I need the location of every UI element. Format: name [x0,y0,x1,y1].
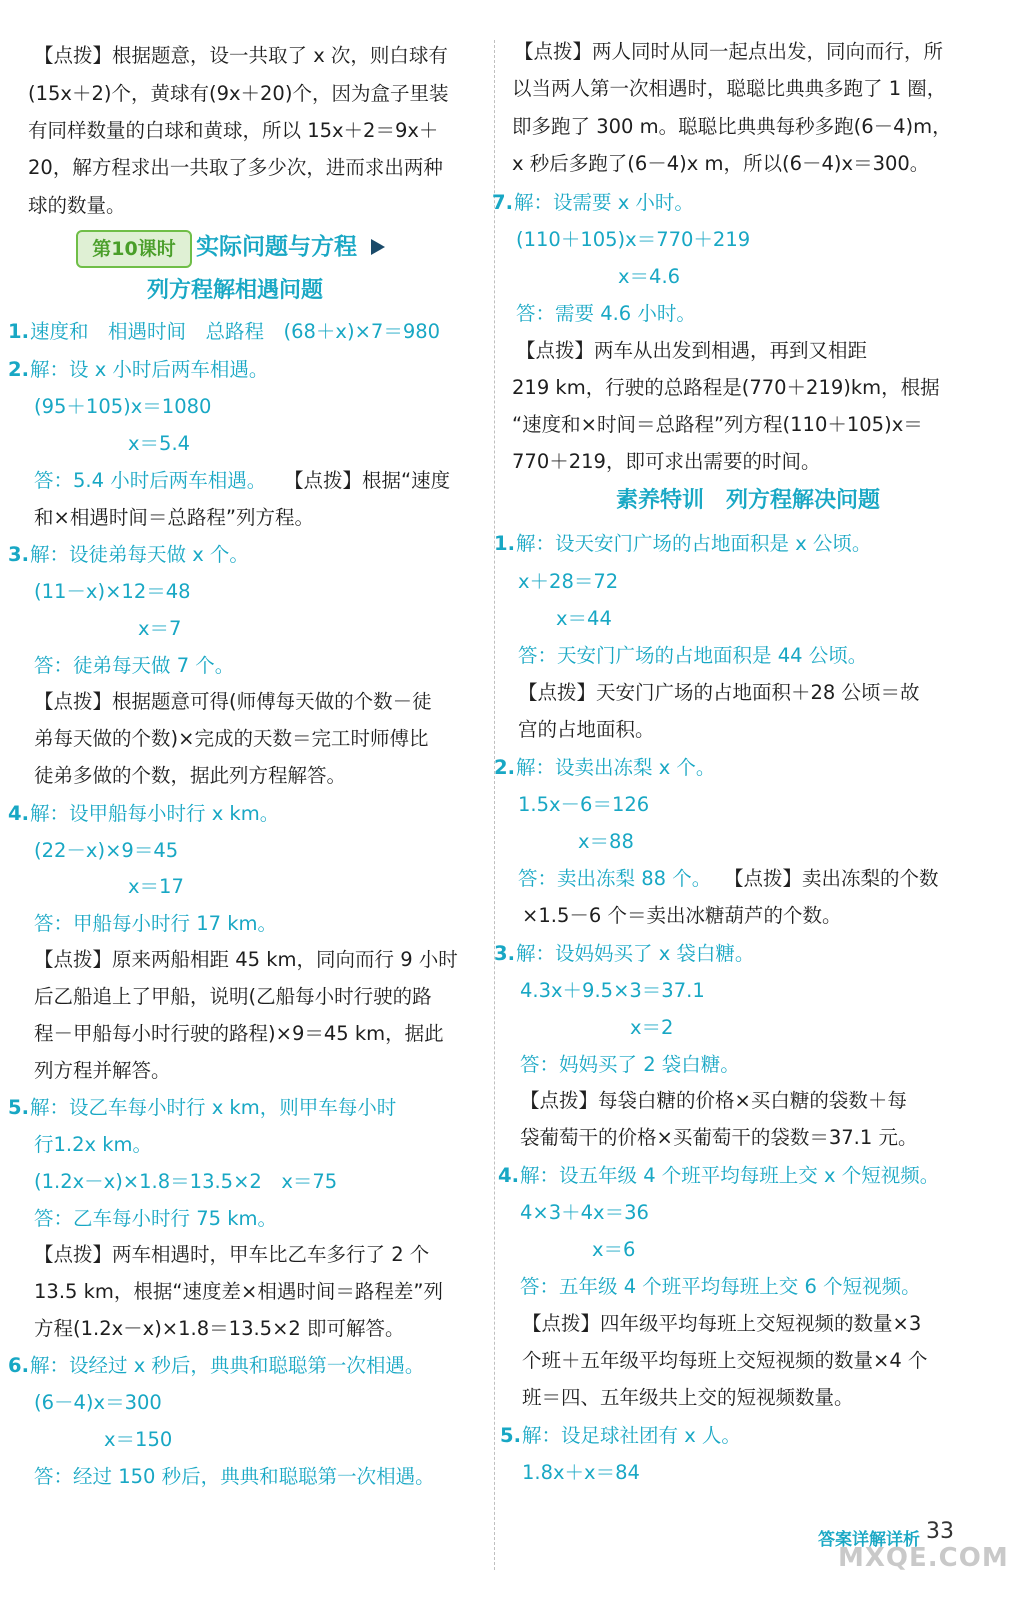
tip-line: 219 km，行驶的总路程是(770＋219)km，根据 [512,376,940,399]
equation-line: x＝2 [630,1016,674,1039]
solution-line: 解：设五年级 4 个班平均每班上交 x 个短视频。 [520,1164,940,1187]
equation-line: (95＋105)x＝1080 [34,395,212,418]
answer-line: 答：天安门广场的占地面积是 44 公顷。 [518,644,868,667]
tip-line: 个班＋五年级平均每班上交短视频的数量×4 个 [522,1349,928,1372]
tip-line: x 秒后多跑了(6－4)x m，所以(6－4)x＝300。 [512,152,930,175]
question-number: 1. [494,532,515,555]
tip-line: 【点拨】每袋白糖的价格×买白糖的袋数＋每 [520,1089,907,1112]
question-number: 7. [492,191,513,214]
equation-line: 4.3x＋9.5×3＝37.1 [520,979,705,1002]
question-number: 5. [500,1424,521,1447]
solution-line: 解：设卖出冻梨 x 个。 [516,756,716,779]
column-divider [494,40,495,1570]
tip-line: 【点拨】两车相遇时，甲车比乙车多行了 2 个 [34,1243,430,1266]
answer-line: 答：徒弟每天做 7 个。 [34,654,235,677]
solution-line: 解：设 x 小时后两车相遇。 [30,358,269,381]
question-number: 5. [8,1096,29,1119]
solution-line: 解：设乙车每小时行 x km，则甲车每小时 [30,1096,397,1119]
tip-line: 【点拨】原来两船相距 45 km，同向而行 9 小时 [34,948,458,971]
tip-line: 后乙船追上了甲船，说明(乙船每小时行驶的路 [34,985,432,1008]
intro-tip-line: 有同样数量的白球和黄球，所以 15x＋2＝9x＋ [28,119,439,142]
intro-tip-line: (15x＋2)个，黄球有(9x＋20)个，因为盒子里装 [28,82,449,105]
question-number: 2. [8,358,29,381]
equation-line: x＝150 [104,1428,173,1451]
equation-line: x＝17 [128,875,184,898]
tip-line: 和×相遇时间＝总路程”列方程。 [34,506,314,529]
equation-line: x＝6 [592,1238,636,1261]
page-number: 33 [926,1519,954,1544]
question-number: 4. [8,802,29,825]
answer-line: 答：需要 4.6 小时。 [516,302,696,325]
intro-tip-line: 20，解方程求出一共取了多少次，进而求出两种 [28,156,443,179]
equation-line: (1.2x－x)×1.8＝13.5×2 x＝75 [34,1170,338,1193]
answer-line: 答：妈妈买了 2 袋白糖。 [520,1053,740,1076]
tip-line: 【点拨】两人同时从同一起点出发，同向而行，所 [514,40,944,63]
answer-line: 速度和 相遇时间 总路程 (68＋x)×7＝980 [30,320,441,343]
solution-line: 解：设妈妈买了 x 袋白糖。 [516,942,755,965]
equation-line: (110＋105)x＝770＋219 [516,228,751,251]
answer-line: 答：经过 150 秒后，典典和聪聪第一次相遇。 [34,1465,435,1488]
section-title: 素养特训 列方程解决问题 [615,488,880,513]
equation-line: x＝88 [578,830,634,853]
tip-line: 【点拨】卖出冻梨的个数 [724,867,939,890]
tip-line: “速度和×时间＝总路程”列方程(110＋105)x＝ [512,413,923,436]
question-number: 3. [494,942,515,965]
question-number: 2. [494,756,515,779]
solution-line: 解：设足球社团有 x 人。 [522,1424,741,1447]
answer-line: 答：甲船每小时行 17 km。 [34,912,277,935]
tip-line: 【点拨】根据题意可得(师傅每天做的个数－徒 [34,690,432,713]
tip-line: 程－甲船每小时行驶的路程)×9＝45 km，据此 [34,1022,444,1045]
equation-line: x＝44 [556,607,612,630]
tip-line: 即多跑了 300 m。聪聪比典典每秒多跑(6－4)m， [512,115,952,138]
equation-line: x＋28＝72 [518,570,619,593]
answer-line: 答：5.4 小时后两车相遇。 [34,469,267,492]
equation-line: 1.8x＋x＝84 [522,1461,640,1484]
equation-line: x＝4.6 [618,265,681,288]
answer-line: 答：五年级 4 个班平均每班上交 6 个短视频。 [520,1275,921,1298]
tip-line: 【点拨】两车从出发到相遇，再到又相距 [516,339,868,362]
solution-line: 解：设需要 x 小时。 [514,191,694,214]
equation-line: x＝5.4 [128,432,191,455]
tip-line: 弟每天做的个数)×完成的天数＝完工时师傅比 [34,727,429,750]
tip-line: 宫的占地面积。 [518,718,655,741]
question-number: 1. [8,320,29,343]
footer-tag: 答案详解详析 [818,1530,920,1550]
tip-line: 袋葡萄干的价格×买葡萄干的袋数＝37.1 元。 [520,1126,918,1149]
question-number: 4. [498,1164,519,1187]
equation-line: (11－x)×12＝48 [34,580,191,603]
tip-line: 【点拨】根据“速度 [284,469,451,492]
equation-line: 4×3＋4x＝36 [520,1201,649,1224]
tip-line: 班＝四、五年级共上交的短视频数量。 [522,1386,854,1409]
equation-line: (6－4)x＝300 [34,1391,162,1414]
watermark: MXQE.COM [838,1543,1009,1573]
tip-line: 方程(1.2x－x)×1.8＝13.5×2 即可解答。 [34,1317,405,1340]
tip-line: 列方程并解答。 [34,1059,171,1082]
equation-line: 1.5x－6＝126 [518,793,650,816]
answer-line: 答：卖出冻梨 88 个。 [518,867,712,890]
lesson-badge: 第10课时 [76,230,192,268]
tip-line: ×1.5－6 个＝卖出冰糖葫芦的个数。 [522,904,842,927]
solution-line: 行1.2x km。 [34,1133,153,1156]
solution-line: 解：设甲船每小时行 x km。 [30,802,280,825]
lesson-title: 实际问题与方程 [196,234,357,260]
tip-line: 13.5 km，根据“速度差×相遇时间＝路程差”列 [34,1280,443,1303]
intro-tip-line: 球的数量。 [28,194,126,217]
intro-tip-line: 【点拨】根据题意，设一共取了 x 次，则白球有 [34,44,448,67]
solution-line: 解：设经过 x 秒后，典典和聪聪第一次相遇。 [30,1354,425,1377]
tip-line: 以当两人第一次相遇时，聪聪比典典多跑了 1 圈， [512,77,947,100]
tip-line: 徒弟多做的个数，据此列方程解答。 [34,764,347,787]
tip-line: 【点拨】四年级平均每班上交短视频的数量×3 [522,1312,922,1335]
question-number: 6. [8,1354,29,1377]
question-number: 3. [8,543,29,566]
tip-line: 770＋219，即可求出需要的时间。 [512,450,821,473]
tip-line: 【点拨】天安门广场的占地面积＋28 公顷＝故 [518,681,920,704]
answer-line: 答：乙车每小时行 75 km。 [34,1207,277,1230]
section-title: 列方程解相遇问题 [146,278,323,303]
equation-line: (22－x)×9＝45 [34,839,179,862]
solution-line: 解：设徒弟每天做 x 个。 [30,543,249,566]
solution-line: 解：设天安门广场的占地面积是 x 公顷。 [516,532,872,555]
equation-line: x＝7 [138,617,182,640]
play-arrow-icon [371,239,385,255]
